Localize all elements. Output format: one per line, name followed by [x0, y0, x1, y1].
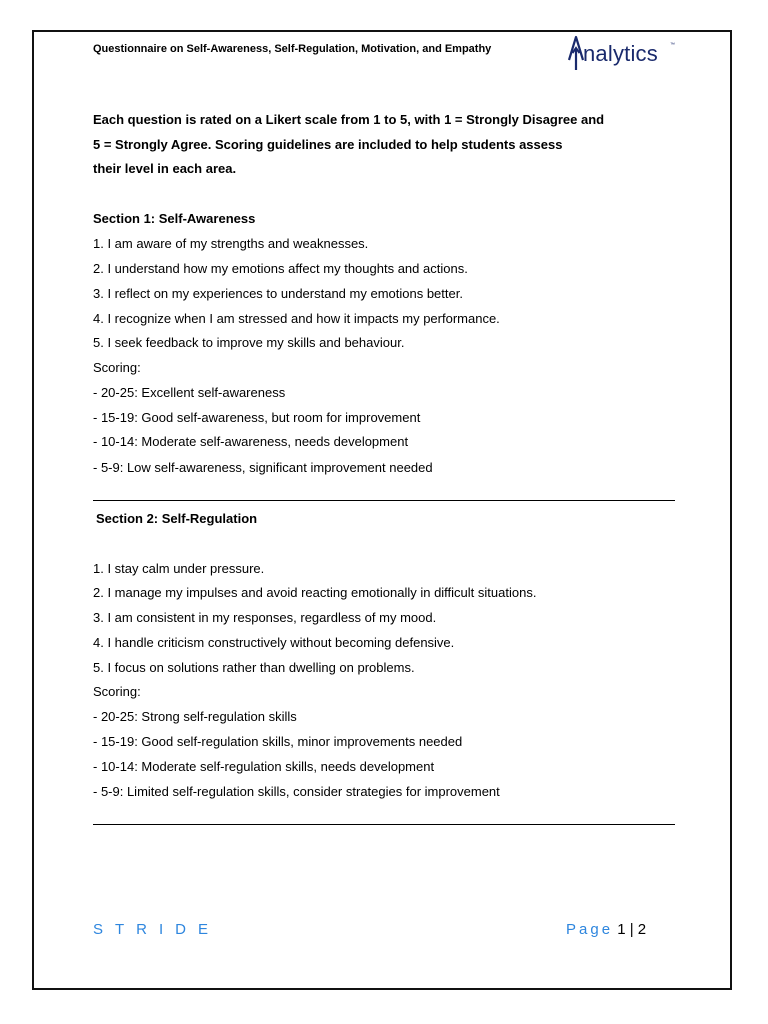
section-2-title: Section 2: Self-Regulation [96, 511, 258, 526]
section-2-scoring-label: Scoring: [93, 684, 141, 699]
section-1-question: 5. I seek feedback to improve my skills and behaviour. [93, 335, 405, 350]
section-2-question: 5. I focus on solutions rather than dwelling on problems. [93, 660, 415, 675]
footer-page-label: Page [566, 921, 614, 938]
section-2-scoring-item: - 20-25: Strong self-regulation skills [93, 709, 297, 724]
section-1-question: 4. I recognize when I am stressed and how it impacts my performance. [93, 311, 500, 326]
section-2-scoring-item: - 5-9: Limited self-regulation skills, consider strategies for improvement [93, 784, 500, 799]
section-1-question: 1. I am aware of my strengths and weaknesses. [93, 236, 369, 251]
section-1-title: Section 1: Self-Awareness [93, 211, 256, 226]
section-1-scoring-item: - 10-14: Moderate self-awareness, needs development [93, 434, 409, 449]
header-title: Questionnaire on Self-Awareness, Self-Regulation, Motivation, and Empathy [93, 43, 492, 55]
section-1-question: 3. I reflect on my experiences to understand my emotions better. [93, 286, 463, 301]
section-2-question: 4. I handle criticism constructively without becoming defensive. [93, 635, 455, 650]
section-1-question: 2. I understand how my emotions affect my thoughts and actions. [93, 261, 468, 276]
intro-line: their level in each area. [93, 161, 237, 176]
section-1-scoring-item: - 15-19: Good self-awareness, but room for improvement [93, 410, 421, 425]
section-divider [93, 824, 675, 825]
footer-page-number: 1 | 2 [617, 921, 647, 938]
section-2-scoring-item: - 15-19: Good self-regulation skills, minor improvements needed [93, 734, 463, 749]
section-2-question: 3. I am consistent in my responses, regardless of my mood. [93, 610, 437, 625]
footer-page-indicator [566, 921, 646, 938]
section-2-question: 1. I stay calm under pressure. [93, 561, 265, 576]
intro-line: 5 = Strongly Agree. Scoring guidelines are included to help students assess [93, 137, 563, 152]
logo-trademark: ™ [670, 42, 675, 48]
section-1-scoring-item: - 20-25: Excellent self-awareness [93, 385, 286, 400]
intro-line: Each question is rated on a Likert scale from 1 to 5, with 1 = Strongly Disagree and [93, 112, 605, 127]
section-2-question: 2. I manage my impulses and avoid reacting emotionally in difficult situations. [93, 585, 537, 600]
footer-brand: STRIDE [93, 921, 221, 938]
logo-text: nalytics [583, 41, 658, 66]
section-1-scoring-item: - 5-9: Low self-awareness, significant improvement needed [93, 460, 433, 475]
section-2-scoring-item: - 10-14: Moderate self-regulation skills, needs development [93, 759, 435, 774]
analytics-logo [566, 34, 678, 74]
section-1-scoring-label: Scoring: [93, 360, 141, 375]
section-divider [93, 500, 675, 501]
